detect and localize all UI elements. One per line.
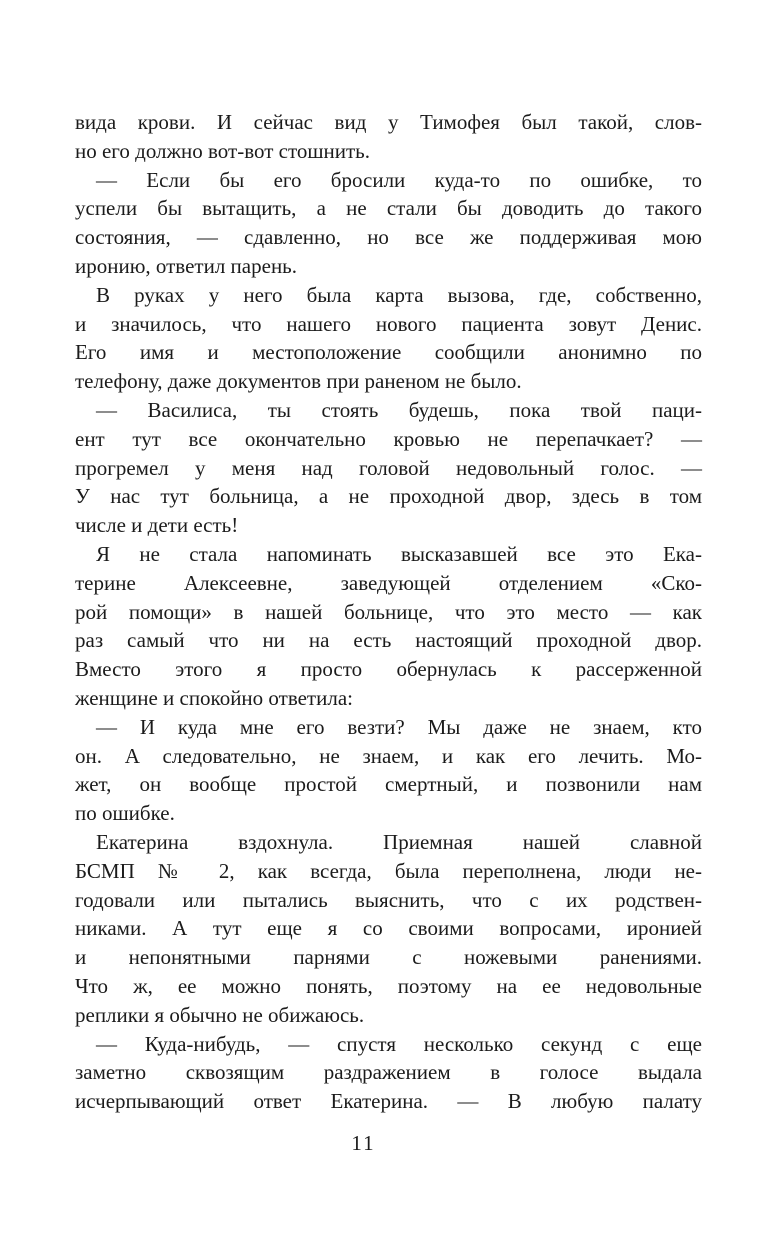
text-line: исчерпывающий ответ Екатерина. — В любую палату — [75, 1089, 702, 1114]
paragraph — [75, 396, 702, 540]
text-line: — Василиса, ты стоять будешь, пока твой паци- — [96, 397, 702, 422]
paragraph — [75, 1030, 702, 1116]
text-line: В руках у него была карта вызова, где, собственно, — [96, 282, 702, 307]
text-line: — Если бы его бросили куда-то по ошибке, то — [96, 167, 702, 192]
text-line: У нас тут больница, а не проходной двор, здесь в том — [75, 484, 702, 509]
text-line: Его имя и местоположение сообщили анонимно по — [75, 340, 702, 365]
paragraph — [75, 281, 702, 396]
text-line: реплики я обычно не обижаюсь. — [75, 1002, 365, 1027]
text-line: заметно сквозящим раздражением в голосе выдала — [75, 1060, 702, 1085]
text-line: и непонятными парнями с ножевыми ранениями. — [75, 945, 702, 970]
text-line: Вместо этого я просто обернулась к рассерженной — [75, 657, 702, 682]
text-line: годовали или пытались выяснить, что с их родствен- — [75, 887, 702, 912]
text-line: иронию, ответил парень. — [75, 253, 298, 278]
text-line: успели бы вытащить, а не стали бы доводить до такого — [75, 196, 702, 221]
text-line: по ошибке. — [75, 801, 175, 826]
text-line: терине Алексеевне, заведующей отделением «Ско- — [75, 570, 702, 595]
text-line: вида крови. И сейчас вид у Тимофея был такой, слов- — [75, 110, 702, 134]
page-number: 11 — [351, 1131, 376, 1155]
body-text — [75, 108, 702, 1116]
text-line: прогремел у меня над головой недовольный голос. — — [75, 455, 702, 480]
text-line: женщине и спокойно ответила: — [75, 685, 353, 710]
text-line: но его должно вот-вот стошнить. — [75, 138, 370, 163]
text-line: жет, он вообще простой смертный, и позвонили нам — [75, 772, 702, 797]
text-line: и значилось, что нашего нового пациента зовут Денис. — [75, 311, 702, 336]
paragraph — [75, 540, 702, 713]
text-line: телефону, даже документов при раненом не было. — [75, 369, 522, 394]
text-line: Я не стала напоминать высказавшей все это Ека- — [96, 541, 702, 566]
paragraph — [75, 828, 702, 1030]
text-line: Что ж, ее можно понять, поэтому на ее недовольные — [75, 973, 702, 998]
paragraph — [75, 108, 702, 166]
text-line: раз самый что ни на есть настоящий проходной двор. — [75, 628, 702, 653]
text-line: — Куда-нибудь, — спустя несколько секунд с еще — [96, 1031, 702, 1056]
text-line: он. А следовательно, не знаем, и как его лечить. Мо- — [75, 743, 702, 768]
paragraph — [75, 713, 702, 828]
text-line: БСМП № 2, как всегда, была переполнена, люди не- — [75, 858, 702, 883]
text-line: Екатерина вздохнула. Приемная нашей славной — [96, 829, 702, 854]
text-line: ент тут все окончательно кровью не перепачкает? — — [75, 426, 702, 451]
text-line: никами. А тут еще я со своими вопросами, иронией — [75, 916, 702, 941]
text-line: числе и дети есть! — [75, 513, 239, 538]
text-line: состояния, — сдавленно, но все же поддерживая мою — [75, 225, 702, 250]
text-line: — И куда мне его везти? Мы даже не знаем, кто — [96, 714, 702, 739]
text-line: рой помощи» в нашей больнице, что это место — как — [75, 599, 702, 624]
paragraph — [75, 166, 702, 281]
